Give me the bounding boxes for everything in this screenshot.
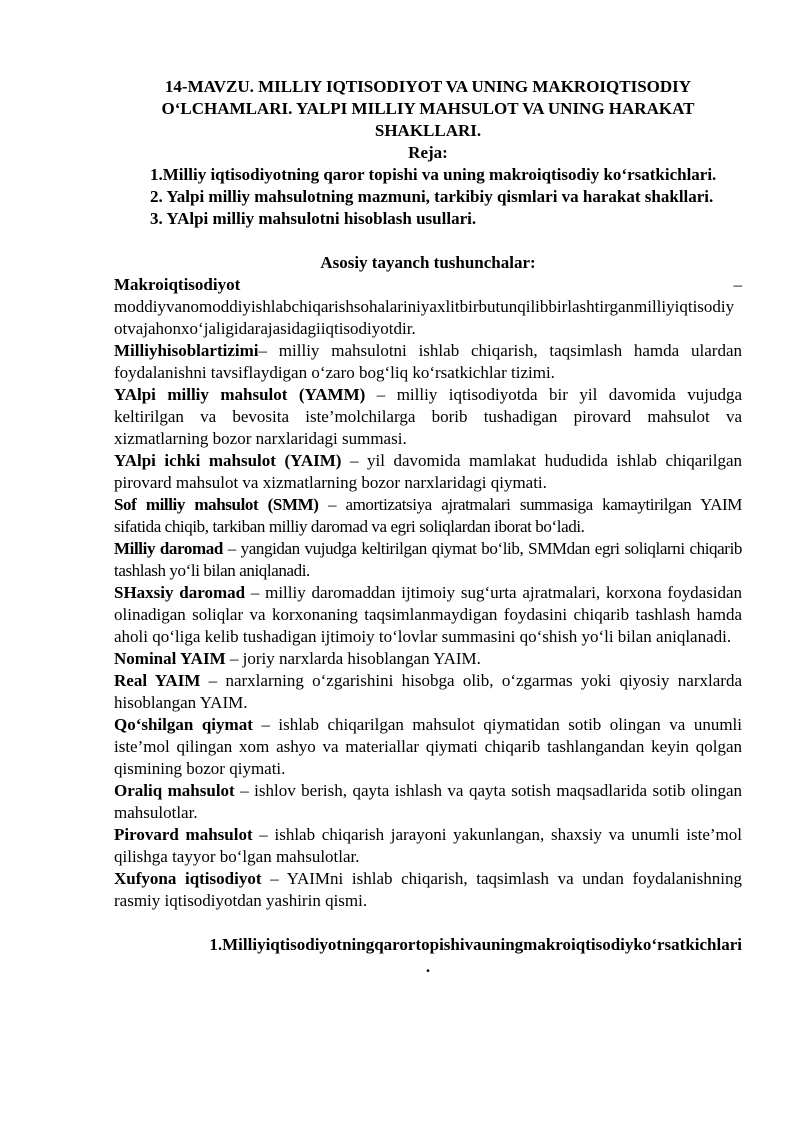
glossary-definition: – narxlarning o‘zgarishini hisobga olib, o‘zgarmas yoki qiyosiy narxlarda hisoblangan YAIM. xyxy=(114,671,742,712)
document-page xyxy=(114,76,742,978)
glossary-entry-milliy-daromad xyxy=(114,538,742,582)
title-line-3: SHAKLLARI. xyxy=(374,121,482,140)
glossary-entry-milliy-hisoblar-tizimi xyxy=(114,340,742,384)
glossary-entry-xufyona-iqtisodiyot xyxy=(114,868,742,912)
glossary-entry-yamm xyxy=(114,384,742,450)
glossary-entry-yaim xyxy=(114,450,742,494)
glossary-term: YAlpi ichki mahsulot (YAIM) xyxy=(114,451,342,470)
glossary-term: Oraliq mahsulot xyxy=(114,781,235,800)
glossary-entry-shaxsiy-daromad xyxy=(114,582,742,648)
glossary-term: Nominal YAIM xyxy=(114,649,226,668)
glossary-entry-real-yaim xyxy=(114,670,742,714)
glossary-term: Xufyona iqtisodiyot xyxy=(114,869,262,888)
glossary-term: Pirovard mahsulot xyxy=(114,825,253,844)
glossary-entry-makroiqtisodiyot xyxy=(114,274,742,340)
glossary-term: Milliy daromad xyxy=(114,539,223,558)
glossary-definition: – milliy mahsulotni ishlab chiqarish, taqsimlash hamda ulardan foydalanishni tavsiflaydigan o‘zaro bog‘liq ko‘rsatkichlar tizimi. xyxy=(114,341,742,382)
glossary-definition: – YAIMni ishlab chiqarish, taqsimlash va undan foydalanishning rasmiy iqtisodiyotdan yashirin qismi. xyxy=(114,869,742,910)
glossary-definition: – milliy daromaddan ijtimoiy sug‘urta ajratmalari, korxona foydasidan olinadigan soliqlar va korxonaning taqsimlanmaydigan foydasini chiqarib tashlash hamda aholi qo‘liga kelib tushadigan ijtimoiy to‘lovlar summasini qo‘shish yo‘li bilan aniqlanadi. xyxy=(114,583,742,646)
glossary-entry-oraliq-mahsulot xyxy=(114,780,742,824)
title-line-2: O‘LCHAMLARI. YALPI MILLIY MAHSULOT VA UNING HARAKAT xyxy=(161,99,695,118)
plan-item-3: 3. YAlpi milliy mahsulotni hisoblash usullari. xyxy=(150,209,477,228)
glossary-definition: – yil davomida mamlakat hududida ishlab chiqarilgan pirovard mahsulot va xizmatlarning bozor narxlaridagi qiymati. xyxy=(114,451,743,492)
glossary-term: Makroiqtisodiyot xyxy=(114,275,241,294)
glossary-term: YAlpi milliy mahsulot (YAMM) xyxy=(114,385,366,404)
plan-item-1: 1.Milliy iqtisodiyotning qaror topishi va uning makroiqtisodiy ko‘rsatkichlari. xyxy=(150,165,717,184)
glossary-entry-smm xyxy=(114,494,742,538)
chapter-heading-dot: . xyxy=(425,957,431,976)
glossary-entry-nominal-yaim xyxy=(114,648,742,670)
glossary-definition: – yangidan vujudga keltirilgan qiymat bo‘lib, SMMdan egri soliqlarni chiqarib tashlash yo‘li bilan aniqlanadi. xyxy=(114,539,742,580)
glossary xyxy=(114,274,742,912)
glossary-entry-pirovard-mahsulot xyxy=(114,824,742,868)
glossary-definition: – amortizatsiya ajratmalari summasiga kamaytirilgan YAIM sifatida chiqib, tarkiban milliy daromad va egri soliqlardan iborat bo‘ladi. xyxy=(114,495,742,536)
glossary-definition: – ishlab chiqarilgan mahsulot qiymatidan sotib olingan va unumli iste’mol qilingan xom ashyo va materiallar qiymati chiqarib tashlangandan keyin qolgan qismining bozor qiymati. xyxy=(114,715,742,778)
glossary-definition: – joriy narxlarda hisoblangan YAIM. xyxy=(225,649,481,668)
glossary-term: SHaxsiy daromad xyxy=(114,583,246,602)
glossary-dash: – xyxy=(733,275,742,294)
title-line-1: 14-MAVZU. MILLIY IQTISODIYOT VA UNING MAKROIQTISODIY xyxy=(164,77,692,96)
glossary-term: Milliyhisoblartizimi xyxy=(114,341,259,360)
glossary-definition: moddiyvanomoddiyishlabchiqarishsohalariniyaxlitbirbutunqilibbirlashtirganmilliyiqtisodiyotvajahonxo‘jaligidarajasidagiiqtisodiyotdir. xyxy=(114,297,735,338)
plan-heading: Reja: xyxy=(408,143,448,162)
glossary-term: Real YAIM xyxy=(114,671,201,690)
concepts-heading: Asosiy tayanch tushunchalar: xyxy=(320,253,536,272)
plan-item-2: 2. Yalpi milliy mahsulotning mazmuni, tarkibiy qismlari va harakat shakllari. xyxy=(150,187,714,206)
glossary-definition: – ishlab chiqarish jarayoni yakunlangan, shaxsiy va unumli iste’mol qilishga tayyor bo‘lgan mahsulotlar. xyxy=(114,825,742,866)
glossary-definition: – ishlov berish, qayta ishlash va qayta sotish maqsadlarida sotib olingan mahsulotlar. xyxy=(114,781,742,822)
glossary-definition: – milliy iqtisodiyotda bir yil davomida vujudga keltirilgan va bevosita iste’molchilarga borib tushadigan pirovard mahsulot va xizmatlarning bozor narxlaridagi summasi. xyxy=(114,385,742,448)
glossary-entry-qoshilgan-qiymat xyxy=(114,714,742,780)
glossary-term: Sof milliy mahsulot (SMM) xyxy=(114,495,319,514)
glossary-term: Qo‘shilgan qiymat xyxy=(114,715,253,734)
chapter-heading: 1.Milliyiqtisodiyotningqarortopishivauningmakroiqtisodiyko‘rsatkichlari xyxy=(209,935,742,954)
document-title xyxy=(114,76,742,142)
